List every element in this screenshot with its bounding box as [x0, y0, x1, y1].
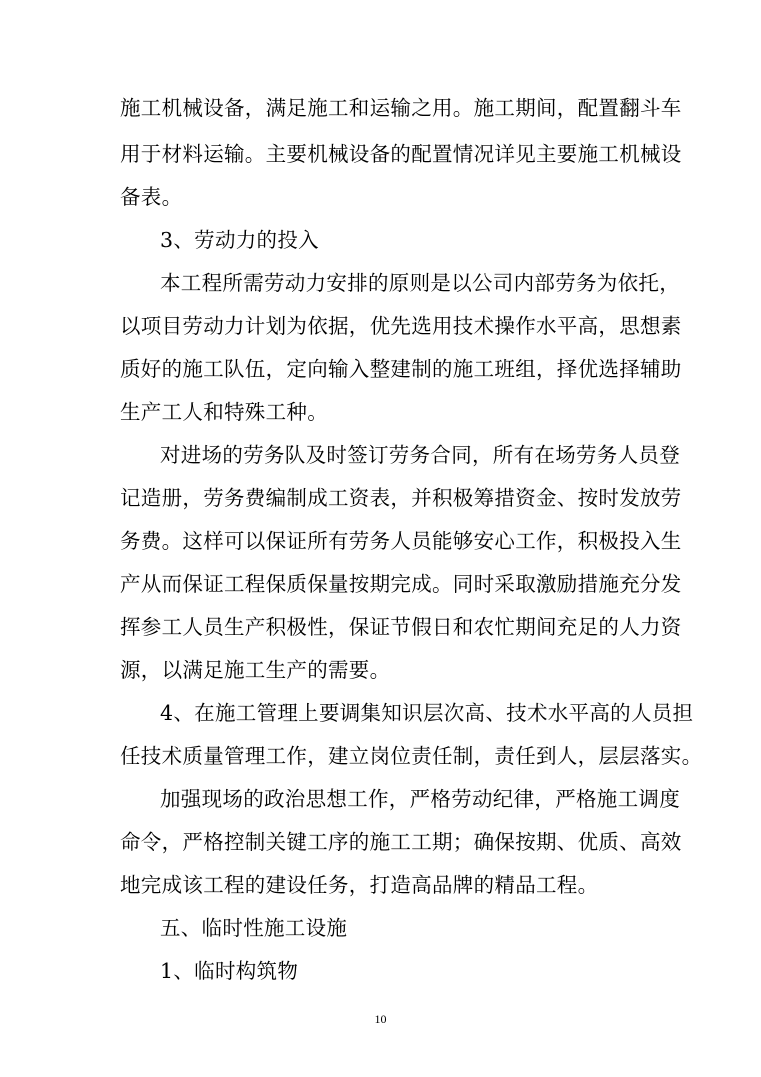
text-line: 命令，严格控制关键工序的施工工期；确保按期、优质、高效 — [120, 830, 682, 854]
text-line: 地完成该工程的建设任务，打造高品牌的精品工程。 — [120, 873, 599, 897]
text-line: 备表。 — [120, 185, 183, 209]
text-line: 源，以满足施工生产的需要。 — [120, 658, 391, 682]
text-line: 用于材料运输。主要机械设备的配置情况详见主要施工机械设 — [120, 142, 682, 166]
text-line: 以项目劳动力计划为依据，优先选用技术操作水平高，思想素 — [120, 314, 682, 338]
section-heading: 五、临时性施工设施 — [160, 916, 348, 940]
section-heading: 3、劳动力的投入 — [160, 228, 319, 252]
text-line: 挥参工人员生产积极性，保证节假日和农忙期间充足的人力资 — [120, 615, 682, 639]
text-line: 4、在施工管理上要调集知识层次高、技术水平高的人员担 — [160, 701, 694, 725]
text-line: 加强现场的政治思想工作，严格劳动纪律，严格施工调度 — [160, 787, 680, 811]
text-line: 对进场的劳务队及时签订劳务合同，所有在场劳务人员登 — [160, 443, 680, 467]
text-line: 施工机械设备，满足施工和运输之用。施工期间，配置翻斗车 — [120, 96, 682, 120]
text-line: 务费。这样可以保证所有劳务人员能够安心工作，积极投入生 — [120, 529, 682, 553]
text-line: 质好的施工队伍，定向输入整建制的施工班组，择优选择辅助 — [120, 357, 682, 381]
text-line: 本工程所需劳动力安排的原则是以公司内部劳务为依托， — [160, 271, 680, 295]
text-line: 任技术质量管理工作，建立岗位责任制，责任到人，层层落实。 — [120, 744, 703, 768]
text-line: 生产工人和特殊工种。 — [120, 400, 328, 424]
page-number: 10 — [374, 1012, 387, 1026]
text-line: 产从而保证工程保质保量按期完成。同时采取激励措施充分发 — [120, 572, 682, 596]
text-line: 记造册，劳务费编制成工资表，并积极筹措资金、按时发放劳 — [120, 486, 682, 510]
subsection-heading: 1、临时构筑物 — [160, 959, 299, 983]
